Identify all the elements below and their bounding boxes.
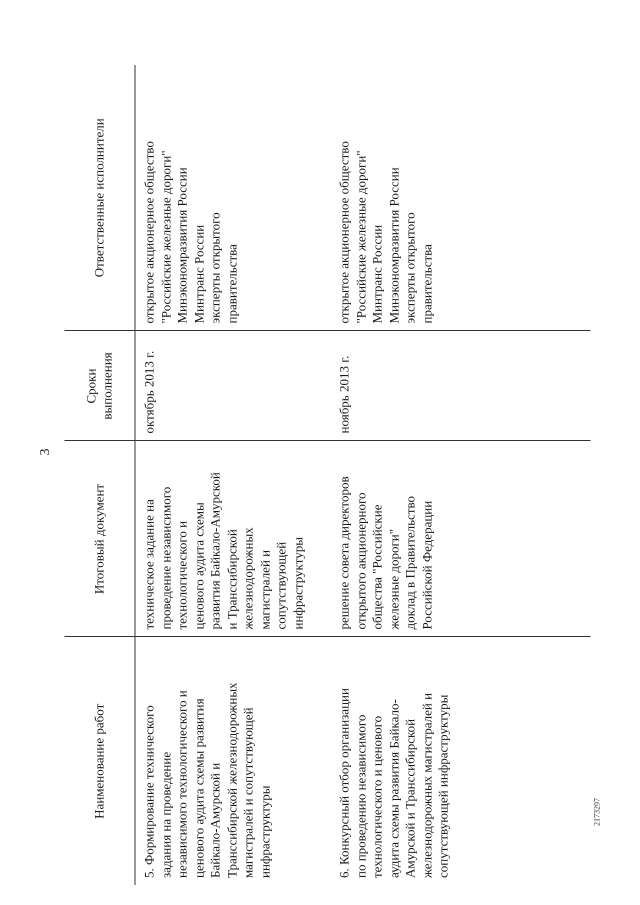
cell-line: магистралей и сопутствующей: [240, 707, 256, 878]
cell-line: инфраструктуры: [290, 537, 305, 630]
cell-line: ноябрь 2013 г.: [336, 355, 352, 434]
cell-line: эксперты открытого: [207, 212, 223, 324]
header-document: [65, 441, 136, 637]
cell-line: проведение независимого: [158, 486, 173, 630]
cell-responsible: [331, 65, 591, 331]
cell-line: магистралей и: [257, 549, 272, 630]
cell-line: сопутствующей инфраструктуры: [435, 694, 451, 878]
cell-line: правительства: [419, 244, 434, 324]
cell-line: Минтранс России: [191, 224, 206, 324]
cell-line: Минэкономразвития России: [386, 167, 401, 324]
cell-line: аудита схемы развития Байкало-: [386, 699, 401, 878]
header-line: Наименование работ: [91, 703, 107, 819]
cell-line: открытое акционерное общество: [336, 141, 352, 324]
page-number: 3: [38, 448, 53, 456]
cell-line: Амурской и Транссибирской: [402, 718, 418, 878]
header-name: [65, 637, 136, 885]
cell-line: Байкало-Амурской и: [207, 762, 223, 878]
header-line: Сроки: [83, 368, 98, 404]
cell-line: доклад в Правительство: [402, 495, 418, 630]
cell-line: открытого акционерного: [353, 492, 368, 630]
cell-line: открытое акционерное общество: [141, 141, 157, 324]
header-line: выполнения: [99, 352, 115, 420]
cell-line: общества "Российские: [369, 504, 385, 630]
cell-responsible: [135, 65, 331, 331]
cell-line: ценового аудита схемы развития: [191, 698, 206, 878]
cell-final-document: [135, 441, 331, 637]
cell-line: Минэкономразвития России: [174, 167, 190, 324]
cell-line: по проведению независимого: [353, 714, 368, 878]
rotated-table-wrapper: [65, 65, 602, 885]
cell-deadline: [331, 331, 591, 441]
cell-line: Транссибирской железнодорожных: [224, 682, 239, 878]
cell-work-name: [135, 637, 331, 885]
document-code: 2173297: [592, 798, 602, 826]
cell-line: 6. Конкурсный отбор организации: [336, 688, 352, 878]
cell-line: железнодорожных: [240, 527, 256, 630]
cell-line: эксперты открытого: [402, 212, 418, 324]
cell-line: "Российские железные дороги": [353, 150, 368, 324]
cell-line: сопутствующей: [273, 541, 289, 630]
cell-line: железнодорожных магистралей и: [419, 692, 434, 878]
cell-line: Минтранс России: [369, 224, 385, 324]
table-row: [331, 65, 591, 885]
cell-line: независимого технологического и: [174, 690, 190, 878]
table-header-row: [65, 65, 136, 885]
header-line: Ответственные исполнители: [91, 118, 107, 278]
cell-work-name: [331, 637, 591, 885]
cell-line: решение совета директоров: [336, 476, 352, 630]
cell-line: технологического и: [174, 520, 190, 630]
header-line: Итоговый документ: [91, 483, 107, 595]
table-row: [135, 65, 331, 885]
cell-line: развития Байкало-Амурской: [207, 472, 223, 630]
work-plan-table: [65, 65, 591, 885]
cell-line: и Транссибирской: [224, 529, 239, 630]
cell-line: "Российские железные дороги": [158, 150, 173, 324]
cell-line: Российской Федерации: [419, 500, 434, 630]
cell-line: задания на проведение: [158, 751, 173, 878]
cell-line: ценового аудита схемы: [191, 502, 206, 630]
header-responsible: [65, 65, 136, 331]
cell-line: правительства: [224, 244, 239, 324]
cell-line: техническое задание на: [141, 499, 157, 630]
cell-line: железные дороги": [386, 528, 401, 630]
cell-final-document: [331, 441, 591, 637]
cell-deadline: [135, 331, 331, 441]
cell-line: 5. Формирование технического: [141, 705, 157, 878]
header-deadline: [65, 331, 136, 441]
cell-line: инфраструктуры: [257, 785, 272, 878]
cell-line: технологического и ценового: [369, 715, 385, 878]
cell-line: октябрь 2013 г.: [141, 350, 157, 434]
